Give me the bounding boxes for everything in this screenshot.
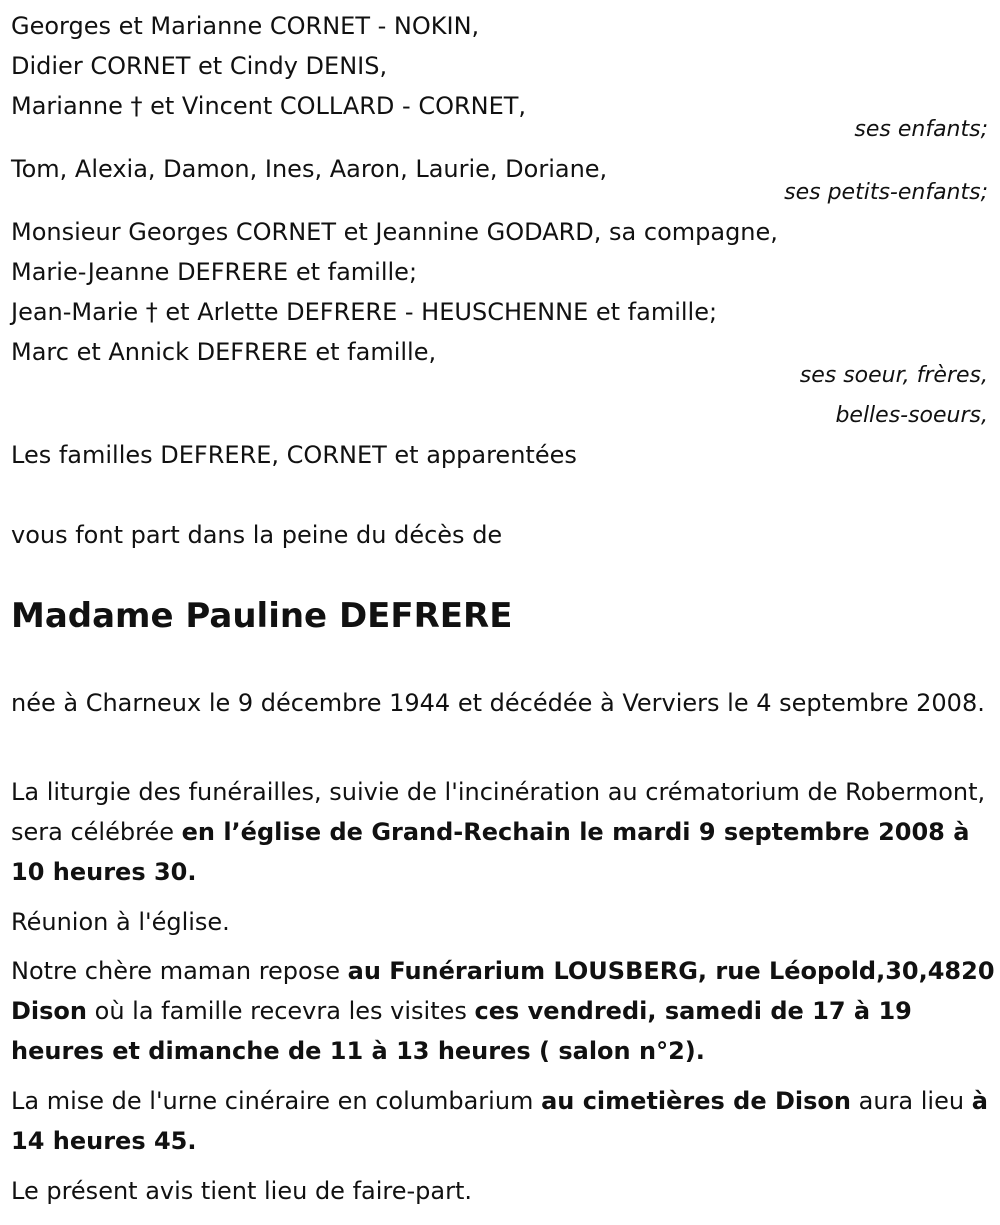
urn-cemetery: au cimetières de Dison bbox=[541, 1087, 851, 1115]
urn-connector: aura lieu bbox=[851, 1087, 972, 1115]
funeral-paragraph-reunion: Réunion à l'église. bbox=[11, 908, 230, 936]
funeral-paragraph-urn bbox=[11, 1081, 996, 1161]
siblings-line-1: Monsieur Georges CORNET et Jeannine GODARD, sa compagne, bbox=[11, 218, 778, 246]
funeral-paragraph-liturgy bbox=[11, 772, 996, 892]
funeral-paragraph-visits bbox=[11, 951, 996, 1071]
grandchildren-line: Tom, Alexia, Damon, Ines, Aaron, Laurie, Doriane, bbox=[11, 155, 608, 183]
birth-death-paragraph: née à Charneux le 9 décembre 1944 et décédée à Verviers le 4 septembre 2008. bbox=[11, 689, 985, 717]
funerarium-address: au Funérarium LOUSBERG, rue Léopold,30,4820 Dison bbox=[11, 957, 995, 1025]
children-line-1: Georges et Marianne CORNET - NOKIN, bbox=[11, 12, 480, 40]
visits-connector: où la famille recevra les visites bbox=[87, 997, 475, 1025]
children-role: ses enfants; bbox=[854, 117, 988, 142]
deceased-name: Madame Pauline DEFRERE bbox=[11, 596, 513, 636]
funeral-paragraph-notice: Le présent avis tient lieu de faire-part. bbox=[11, 1177, 473, 1205]
siblings-role-1: ses soeur, frères, bbox=[799, 363, 988, 388]
siblings-line-3: Jean-Marie † et Arlette DEFRERE - HEUSCHENNE et famille; bbox=[11, 298, 718, 326]
siblings-role-2: belles-soeurs, bbox=[835, 403, 988, 428]
visits-intro: Notre chère maman repose bbox=[11, 957, 348, 985]
siblings-line-2: Marie-Jeanne DEFRERE et famille; bbox=[11, 258, 418, 286]
grandchildren-role: ses petits-enfants; bbox=[784, 180, 988, 205]
visiting-hours: ces vendredi, samedi de 17 à 19 heures et dimanche de 11 à 13 heures ( salon n°2). bbox=[11, 997, 912, 1065]
children-line-2: Didier CORNET et Cindy DENIS, bbox=[11, 52, 388, 80]
liturgy-text: La liturgie des funérailles, suivie de l'incinération au crématorium de Robermont, sera célébrée bbox=[11, 778, 986, 846]
urn-time: à 14 heures 45. bbox=[11, 1087, 988, 1155]
urn-intro: La mise de l'urne cinéraire en columbarium bbox=[11, 1087, 542, 1115]
siblings-line-4: Marc et Annick DEFRERE et famille, bbox=[11, 338, 437, 366]
children-line-3: Marianne † et Vincent COLLARD - CORNET, bbox=[11, 92, 527, 120]
liturgy-church-details: en l’église de Grand-Rechain le mardi 9 septembre 2008 à 10 heures 30. bbox=[11, 818, 970, 886]
announcement-intro: vous font part dans la peine du décès de bbox=[11, 521, 503, 549]
families-line: Les familles DEFRERE, CORNET et apparentées bbox=[11, 441, 577, 469]
